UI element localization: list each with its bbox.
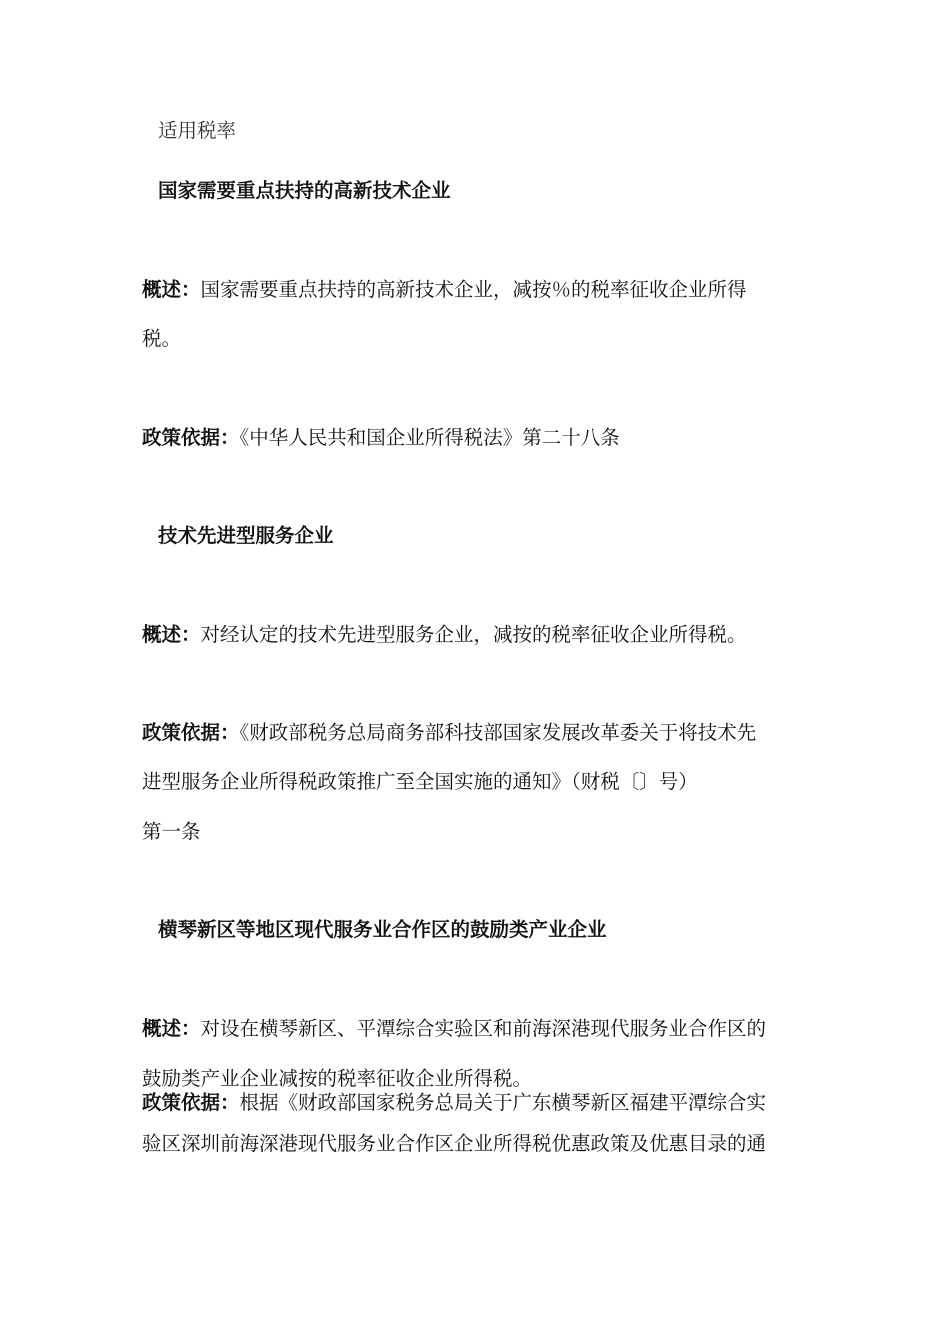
basis-label: 政策依据： (142, 1091, 240, 1114)
basis-line (142, 1089, 766, 1117)
basis-label: 政策依据： (142, 721, 240, 744)
summary-line (142, 1015, 766, 1043)
basis-text: 第一条 (142, 820, 201, 843)
basis-text: 《财政部税务总局商务部科技部国家发展改革委关于将技术先 (239, 721, 757, 744)
summary-text: 对设在横琴新区、平潭综合实验区和前海深港现代服务业合作区的 (200, 1017, 767, 1040)
basis-text: 根据《财政部国家税务总局关于广东横琴新区福建平潭综合实 (239, 1091, 767, 1114)
summary-line (142, 276, 747, 304)
summary-label: 概述： (142, 623, 201, 646)
section-title-advanced-service: 技术先进型服务企业 (158, 524, 334, 547)
summary-text: 国家需要重点扶持的高新技术企业，减按％的税率征收企业所得 (200, 278, 747, 301)
basis-text: 进型服务企业所得税政策推广至全国实施的通知》（财税〔〕号） (142, 770, 698, 793)
summary-text: 税。 (142, 327, 182, 350)
section-title-high-tech: 国家需要重点扶持的高新技术企业 (158, 179, 451, 202)
summary-line (142, 621, 747, 649)
section-title-hengqin: 横琴新区等地区现代服务业合作区的鼓励类产业企业 (158, 918, 607, 941)
page-heading: 适用税率 (158, 119, 237, 142)
summary-text: 鼓励类产业企业减按的税率征收企业所得税。 (142, 1067, 533, 1090)
basis-text: 验区深圳前海深港现代服务业合作区企业所得税优惠政策及优惠目录的通 (142, 1132, 767, 1155)
basis-text: 《中华人民共和国企业所得税法》第二十八条 (239, 426, 620, 449)
summary-label: 概述： (142, 1017, 201, 1040)
basis-line (142, 719, 756, 747)
basis-label: 政策依据： (142, 426, 240, 449)
summary-text: 对经认定的技术先进型服务企业，减按的税率征收企业所得税。 (200, 623, 747, 646)
summary-label: 概述： (142, 278, 201, 301)
basis-line (142, 424, 620, 452)
